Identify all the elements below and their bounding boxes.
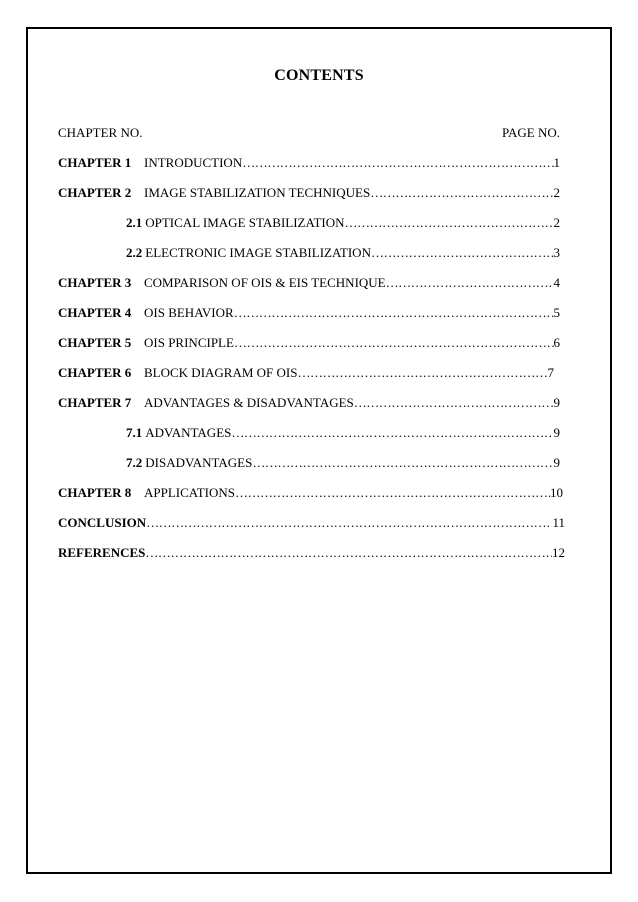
- chapter-label: CHAPTER 3: [58, 275, 132, 290]
- entry-title: ELECTRONIC IMAGE STABILIZATION: [145, 245, 371, 260]
- entry-title: BLOCK DIAGRAM OF OIS: [144, 365, 298, 380]
- entry-title: OIS BEHAVIOR: [144, 305, 234, 320]
- toc-entry-chapter-8[interactable]: [58, 485, 563, 505]
- page-title: CONTENTS: [274, 67, 364, 84]
- chapter-label: CHAPTER 4: [58, 305, 132, 320]
- entry-title: REFERENCES: [58, 545, 146, 560]
- page-number: 12: [552, 545, 565, 560]
- chapter-label: CHAPTER 6: [58, 365, 132, 380]
- dot-leader: [146, 515, 552, 531]
- entry-title: IMAGE STABILIZATION TECHNIQUES: [144, 185, 371, 200]
- page-number: 4: [553, 275, 560, 290]
- dot-leader: [235, 485, 550, 501]
- dot-leader: [386, 275, 554, 291]
- chapter-label: CHAPTER 5: [58, 335, 132, 350]
- dot-leader: [234, 335, 554, 351]
- entry-title: OIS PRINCIPLE: [144, 335, 234, 350]
- toc-entry-chapter-5[interactable]: [58, 335, 560, 355]
- toc-entry-section-7-1[interactable]: [126, 425, 560, 445]
- chapter-label: CHAPTER 1: [58, 155, 132, 170]
- page-number: 5: [553, 305, 560, 320]
- section-number: 2.2: [126, 245, 143, 260]
- entry-title: ADVANTAGES: [145, 425, 232, 440]
- toc-entry-chapter-2[interactable]: [58, 185, 560, 205]
- dot-leader: [371, 245, 554, 261]
- toc-entry-conclusion[interactable]: [58, 515, 565, 535]
- dot-leader: [344, 215, 553, 231]
- page-number: 2: [553, 185, 560, 200]
- dot-leader: [234, 305, 554, 321]
- toc-entry-section-7-2[interactable]: [126, 455, 560, 475]
- chapter-label: CHAPTER 8: [58, 485, 132, 500]
- toc-entry-chapter-1[interactable]: [58, 155, 560, 175]
- toc-entry-chapter-7[interactable]: [58, 395, 560, 415]
- entry-title: DISADVANTAGES: [145, 455, 253, 470]
- page-number: 11: [552, 515, 565, 530]
- toc-entry-chapter-6[interactable]: [58, 365, 554, 385]
- entry-title: ADVANTAGES & DISADVANTAGES: [144, 395, 354, 410]
- dot-leader: [298, 365, 548, 381]
- toc-entry-section-2-1[interactable]: [126, 215, 560, 235]
- entry-title: INTRODUCTION: [144, 155, 243, 170]
- section-number: 7.1: [126, 425, 143, 440]
- entry-title: OPTICAL IMAGE STABILIZATION: [145, 215, 345, 230]
- toc-entry-references[interactable]: [58, 545, 565, 565]
- page-number: 2: [553, 215, 560, 230]
- entry-title: COMPARISON OF OIS & EIS TECHNIQUE: [144, 275, 386, 290]
- page-no-header: PAGE NO.: [501, 125, 560, 140]
- page-number: 9: [553, 395, 560, 410]
- page-number: 10: [550, 485, 563, 500]
- page-number: 9: [553, 425, 560, 440]
- chapter-label: CHAPTER 7: [58, 395, 132, 410]
- dot-leader: [145, 545, 552, 561]
- dot-leader: [252, 455, 553, 471]
- dot-leader: [231, 425, 553, 441]
- dot-leader: [354, 395, 554, 411]
- entry-title: APPLICATIONS: [144, 485, 236, 500]
- page-number: 7: [547, 365, 554, 380]
- page-number: 6: [553, 335, 560, 350]
- page-number: 9: [553, 455, 560, 470]
- section-number: 2.1: [126, 215, 143, 230]
- chapter-label: CHAPTER 2: [58, 185, 132, 200]
- section-number: 7.2: [126, 455, 143, 470]
- dot-leader: [370, 185, 553, 201]
- page-number: 1: [553, 155, 560, 170]
- toc-entry-chapter-4[interactable]: [58, 305, 560, 325]
- chapter-no-header: CHAPTER NO.: [58, 125, 143, 140]
- page-number: 3: [553, 245, 560, 260]
- toc-entry-chapter-3[interactable]: [58, 275, 560, 295]
- toc-entry-section-2-2[interactable]: [126, 245, 560, 265]
- dot-leader: [242, 155, 553, 171]
- entry-title: CONCLUSION: [58, 515, 147, 530]
